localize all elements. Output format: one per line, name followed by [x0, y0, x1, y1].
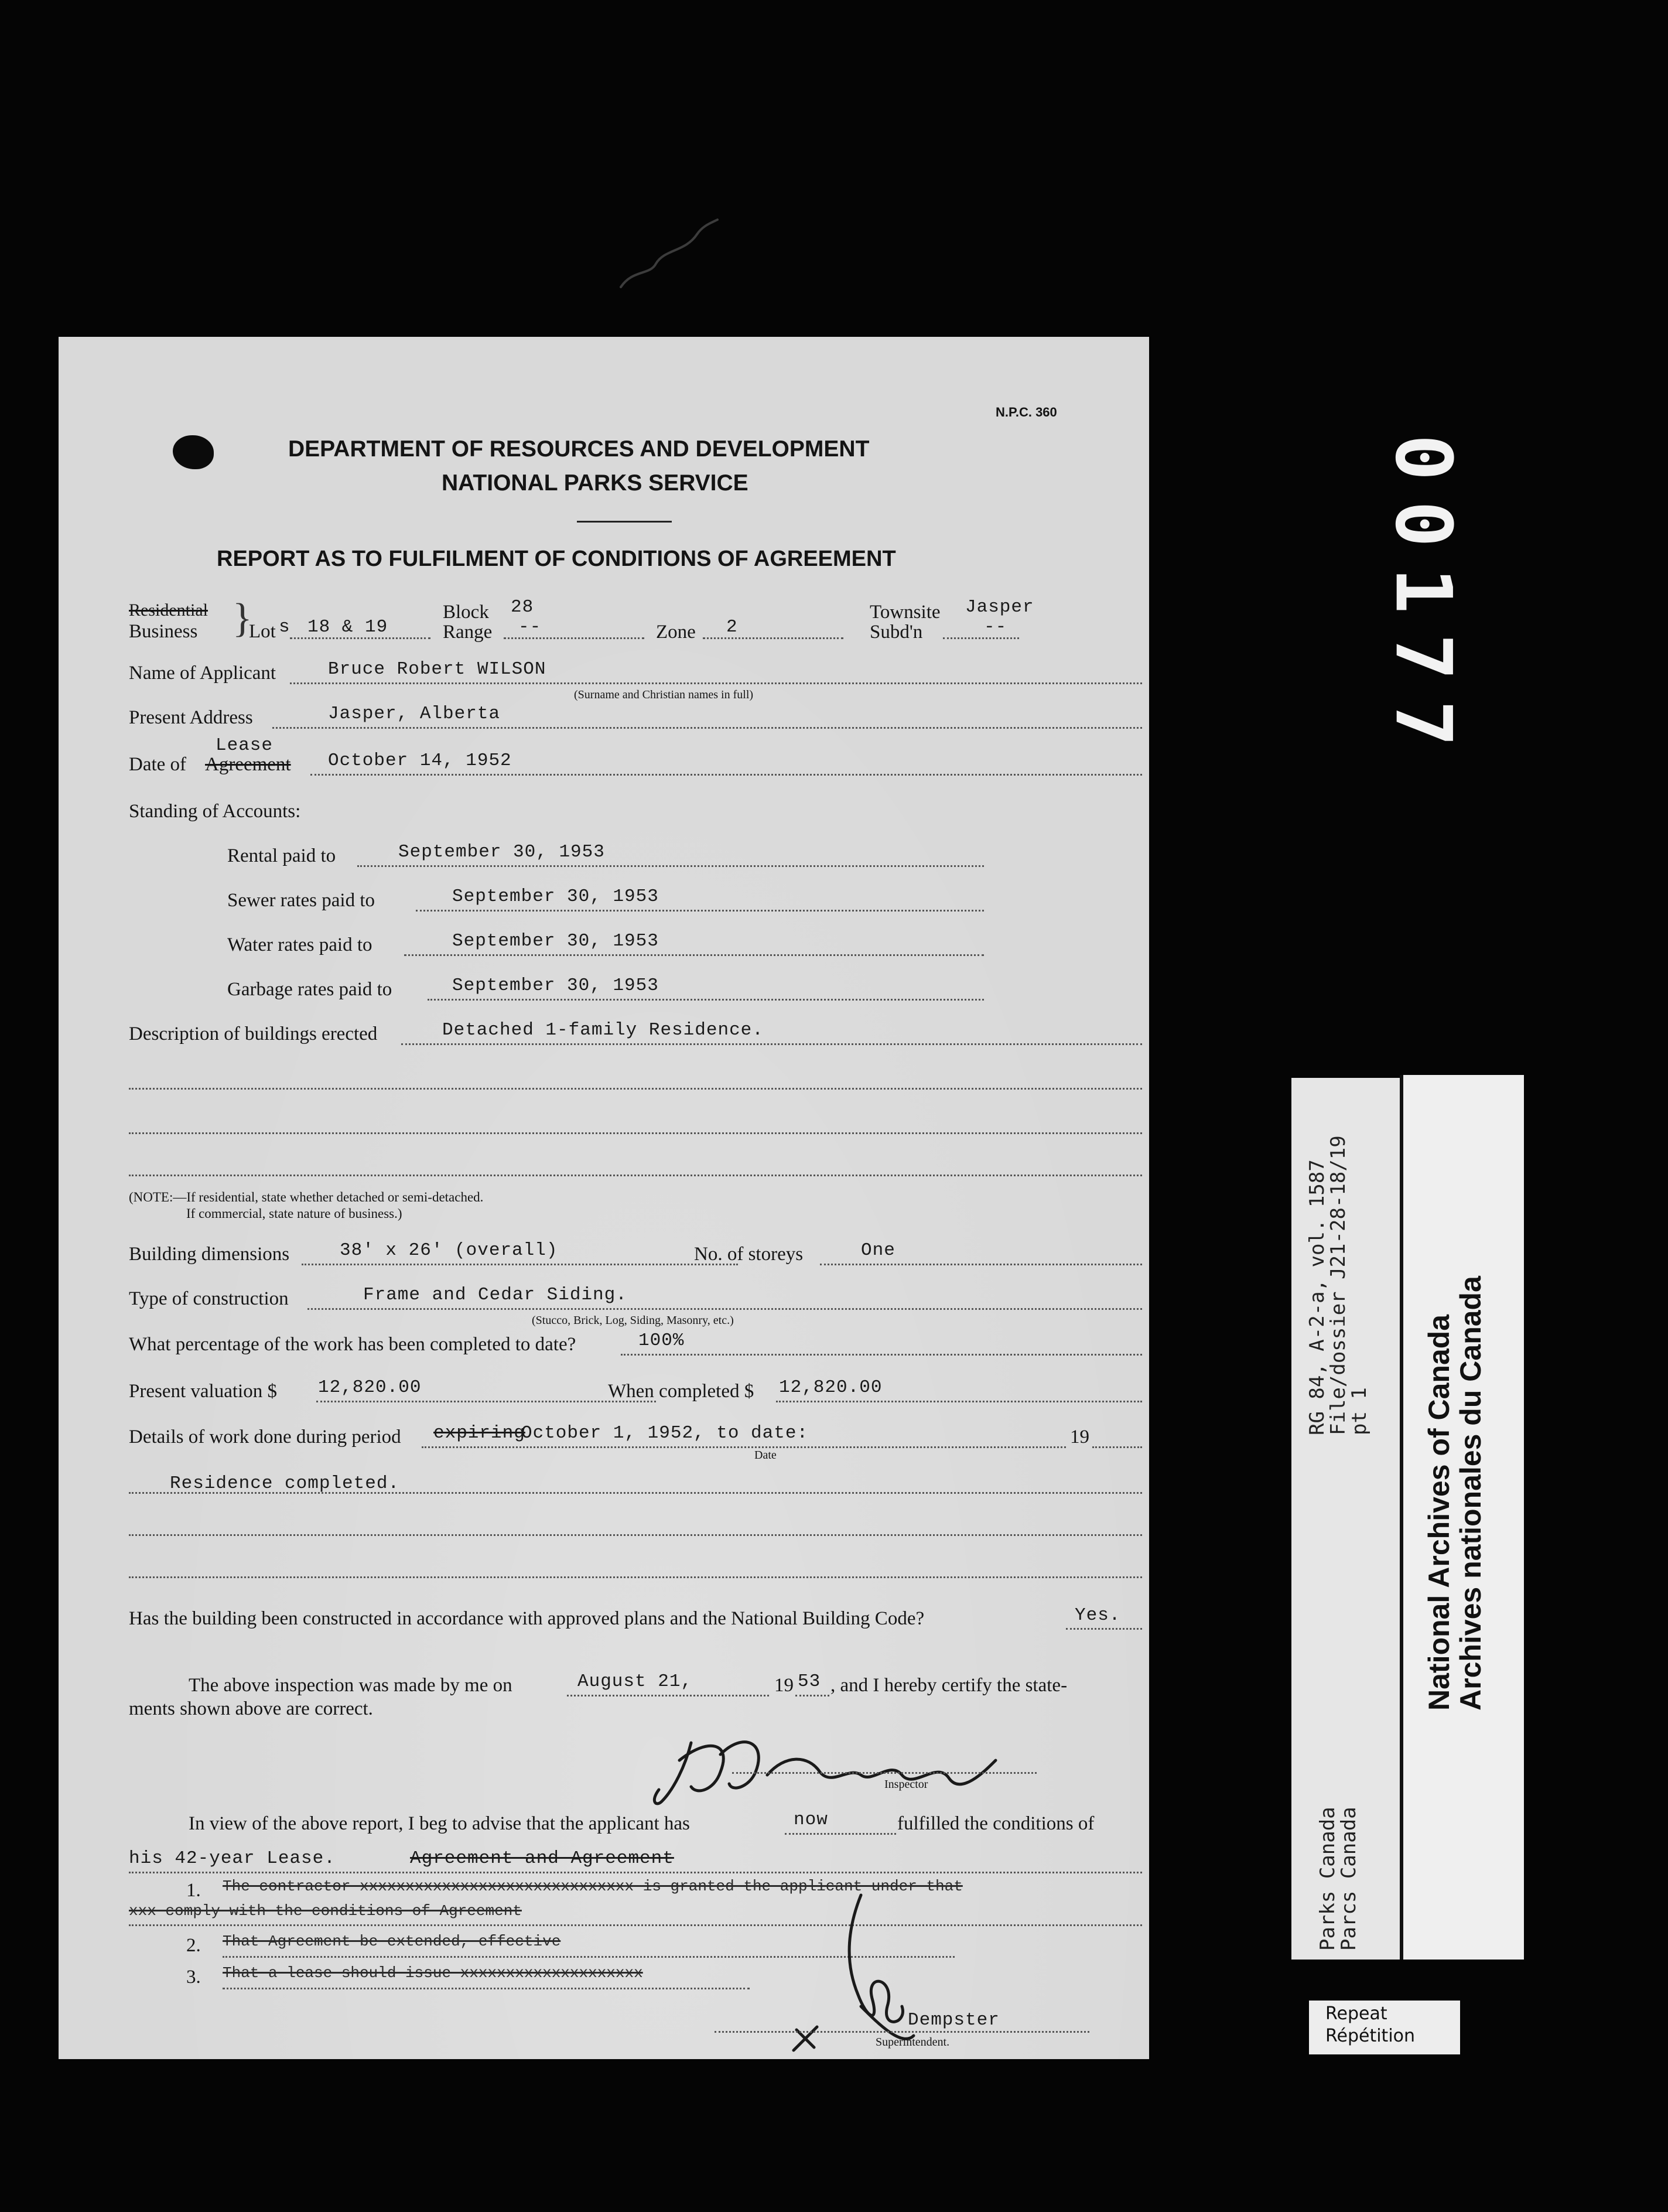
- item-1-continuation: xxx comply with the conditions of Agreement: [129, 1902, 522, 1920]
- lot-suffix: s: [279, 617, 290, 637]
- reference-line-3: pt 1: [1348, 1387, 1371, 1435]
- applicant-line: [290, 682, 1142, 684]
- block-value: 28: [511, 597, 534, 617]
- code-question: Has the building been constructed in accordance with approved plans and the National Building Code?: [129, 1608, 925, 1629]
- code-answer: Yes.: [1075, 1605, 1121, 1626]
- subdn-line: [943, 637, 1019, 639]
- lease-line-struck: Agreement and Agreement: [410, 1848, 674, 1869]
- details-line-2: [129, 1534, 1142, 1536]
- description-line-4: [129, 1175, 1142, 1176]
- sewer-value: September 30, 1953: [452, 886, 659, 907]
- certify-year-line: [795, 1695, 829, 1696]
- valuation-value: 12,820.00: [318, 1377, 422, 1398]
- details-label: Details of work done during period: [129, 1426, 401, 1448]
- townsite-label: Townsite: [870, 602, 941, 623]
- report-title: REPORT AS TO FULFILMENT OF CONDITIONS OF AGREEMENT: [217, 547, 896, 571]
- dimensions-value: 38' x 26' (overall): [340, 1240, 558, 1261]
- description-value: Detached 1-family Residence.: [442, 1020, 764, 1040]
- construction-line: [307, 1308, 1142, 1310]
- details-period-line: [422, 1446, 1066, 1448]
- rental-line: [357, 865, 984, 867]
- inspection-date: August 21,: [577, 1671, 693, 1692]
- department-heading: DEPARTMENT OF RESOURCES AND DEVELOPMENT: [288, 436, 870, 462]
- reference-line-1: RG 84, A-2-a, vol. 1587: [1305, 1159, 1329, 1435]
- advise-end: fulfilled the conditions of: [897, 1813, 1095, 1834]
- details-value: Residence completed.: [170, 1473, 400, 1494]
- garbage-line: [428, 999, 984, 1001]
- date-caption: Date: [754, 1449, 777, 1462]
- punch-hole-mark: [173, 435, 214, 469]
- zone-label: Zone: [656, 622, 696, 643]
- frame-code-digits: 00177: [1378, 434, 1469, 767]
- repeat-label: [1309, 2001, 1460, 2054]
- agency-line-2: Parcs Canada: [1337, 1807, 1361, 1951]
- details-year-prefix: 19: [1070, 1426, 1089, 1448]
- code-answer-line: [1066, 1628, 1142, 1630]
- business-label: Business: [129, 621, 198, 642]
- service-heading: NATIONAL PARKS SERVICE: [442, 470, 748, 496]
- accounts-label: Standing of Accounts:: [129, 801, 301, 822]
- subdn-label: Subd'n: [870, 622, 923, 643]
- brace: }: [233, 596, 252, 641]
- item-3-text: That a lease should issue xxxxxxxxxxxxxxxxxxxx: [223, 1964, 643, 1982]
- date-value: October 14, 1952: [328, 750, 512, 771]
- agreement-label: Agreement: [205, 754, 291, 775]
- water-value: September 30, 1953: [452, 931, 659, 951]
- expiring-word: expiring: [433, 1423, 525, 1443]
- lease-line-value: his 42-year Lease.: [129, 1848, 336, 1869]
- archives-divider: [1400, 1075, 1403, 1960]
- certify-start: The above inspection was made by me on: [189, 1675, 512, 1696]
- item-2-text: That Agreement be extended, effective: [223, 1933, 561, 1950]
- lot-value: 18 & 19: [307, 617, 388, 637]
- garbage-label: Garbage rates paid to: [227, 979, 392, 1000]
- details-line-1: [129, 1492, 1142, 1494]
- item-3-line: [223, 1988, 750, 1989]
- applicant-note: (Surname and Christian names in full): [574, 688, 754, 701]
- archives-line-en: National Archives of Canada: [1423, 1314, 1455, 1711]
- reference-line-2: File/dossier J21-28-18/19: [1327, 1135, 1350, 1435]
- townsite-value: Jasper: [965, 597, 1034, 617]
- details-period-value: October 1, 1952, to date:: [521, 1423, 809, 1443]
- heading-rule: [577, 521, 672, 523]
- frame-code: [1359, 264, 1488, 937]
- block-label: Block: [443, 602, 489, 623]
- water-label: Water rates paid to: [227, 934, 372, 955]
- storeys-label: No. of storeys: [694, 1244, 804, 1265]
- range-value: --: [518, 617, 542, 637]
- description-line-3: [129, 1132, 1142, 1134]
- applicant-label: Name of Applicant: [129, 663, 276, 684]
- range-line: [504, 637, 644, 639]
- superintendent-line: [715, 2031, 1089, 2033]
- rental-label: Rental paid to: [227, 845, 336, 866]
- archives-line-fr: Archives nationales du Canada: [1454, 1276, 1487, 1711]
- advise-line: [785, 1833, 896, 1835]
- address-value: Jasper, Alberta: [328, 704, 501, 724]
- details-year-line: [1092, 1446, 1142, 1448]
- lot-label: Lot: [249, 621, 276, 642]
- dimensions-label: Building dimensions: [129, 1244, 290, 1265]
- garbage-value: September 30, 1953: [452, 975, 659, 996]
- inspection-date-line: [567, 1695, 769, 1696]
- pencil-scribble: [609, 217, 726, 299]
- form-sheet: [59, 337, 1149, 2059]
- when-completed-label: When completed $: [608, 1381, 754, 1402]
- inspector-label: Inspector: [884, 1778, 928, 1791]
- description-line-2: [129, 1088, 1142, 1090]
- note-line-2: If commercial, state nature of business.): [186, 1206, 402, 1221]
- percentage-value: 100%: [638, 1330, 685, 1351]
- item-3-number: 3.: [186, 1967, 201, 1988]
- advise-start: In view of the above report, I beg to advise that the applicant has: [189, 1813, 690, 1834]
- advise-value: now: [794, 1810, 828, 1830]
- agency-line-1: Parks Canada: [1316, 1807, 1339, 1951]
- inspector-signature: [644, 1719, 1042, 1819]
- certify-year-prefix: 19: [774, 1675, 794, 1696]
- description-label: Description of buildings erected: [129, 1023, 378, 1044]
- construction-note: (Stucco, Brick, Log, Siding, Masonry, etc.): [532, 1314, 734, 1327]
- item-2-number: 2.: [186, 1935, 201, 1956]
- storeys-line: [820, 1264, 1142, 1265]
- zone-value: 2: [726, 617, 738, 637]
- superintendent-signature: [761, 1883, 972, 2059]
- note-line-1: (NOTE:—If residential, state whether detached or semi-detached.: [129, 1190, 484, 1204]
- residential-label: Residential: [129, 600, 208, 620]
- construction-value: Frame and Cedar Siding.: [363, 1285, 627, 1305]
- date-of-label: Date of: [129, 754, 187, 775]
- repeat-en: Repeat: [1325, 2003, 1387, 2024]
- sewer-line: [416, 910, 984, 912]
- repeat-fr: Répétition: [1325, 2026, 1416, 2046]
- address-label: Present Address: [129, 707, 253, 728]
- item-1-number: 1.: [186, 1880, 201, 1901]
- certify-year: 53: [798, 1671, 821, 1692]
- percentage-label: What percentage of the work has been completed to date?: [129, 1334, 576, 1355]
- construction-label: Type of construction: [129, 1288, 289, 1309]
- inspector-line: [732, 1772, 1037, 1774]
- range-label: Range: [443, 622, 493, 643]
- valuation-label: Present valuation $: [129, 1381, 277, 1402]
- when-completed-value: 12,820.00: [779, 1377, 883, 1398]
- storeys-value: One: [861, 1240, 895, 1261]
- zone-line: [703, 637, 843, 639]
- water-line: [404, 954, 984, 956]
- address-line: [272, 727, 1142, 729]
- applicant-value: Bruce Robert WILSON: [328, 659, 546, 680]
- description-line-1: [401, 1043, 1142, 1045]
- subdn-value: --: [984, 617, 1007, 637]
- details-line-3: [129, 1576, 1142, 1578]
- lease-word: Lease: [216, 735, 274, 756]
- item-1-text: The contractor xxxxxxxxxxxxxxxxxxxxxxxxxxxxxx is granted the applicant under that: [223, 1878, 963, 1895]
- certify-end: , and I hereby certify the state-: [830, 1675, 1068, 1696]
- rental-value: September 30, 1953: [398, 842, 605, 862]
- sewer-label: Sewer rates paid to: [227, 890, 375, 911]
- date-line: [310, 774, 1142, 776]
- superintendent-name: Dempster: [908, 2010, 1000, 2030]
- item-1-line: [129, 1924, 1142, 1926]
- superintendent-label: Superintendent.: [876, 2036, 950, 2049]
- form-number: N.P.C. 360: [996, 405, 1057, 419]
- lot-line: [290, 637, 430, 639]
- percentage-line: [621, 1354, 1142, 1356]
- dimensions-line: [302, 1264, 738, 1265]
- when-completed-line: [776, 1401, 1142, 1402]
- certify-line-2: ments shown above are correct.: [129, 1698, 373, 1719]
- lease-line: [129, 1872, 1142, 1873]
- valuation-line: [316, 1401, 656, 1402]
